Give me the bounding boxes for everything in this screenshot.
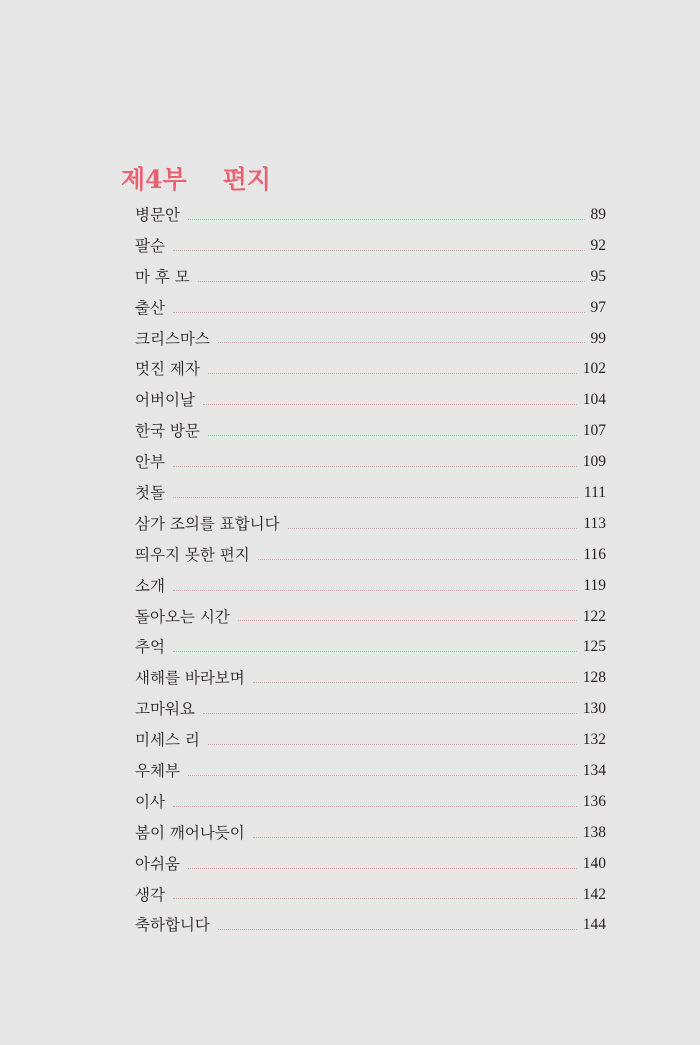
- toc-entry-title: 한국 방문: [135, 422, 200, 441]
- toc-entry-title: 생각: [135, 885, 165, 904]
- toc-entry-title: 고마워요: [135, 700, 195, 719]
- toc-entry: [135, 293, 606, 324]
- toc-entry-title: 축하합니다: [135, 916, 210, 935]
- toc-entry-page-number: 144: [582, 916, 606, 934]
- dot-leader: [173, 806, 577, 807]
- toc-entry-title: 돌아오는 시간: [135, 607, 230, 626]
- dot-leader: [218, 929, 577, 930]
- toc-entry-page-number: 102: [582, 360, 606, 378]
- toc-entry-page-number: 140: [582, 854, 606, 872]
- toc-entry-page-number: 116: [583, 545, 606, 563]
- part-heading: [121, 160, 271, 196]
- toc-entry-title: 안부: [135, 453, 165, 472]
- dot-leader: [258, 559, 578, 560]
- toc-entry-page-number: 109: [582, 453, 606, 471]
- dot-leader: [173, 466, 577, 467]
- toc-entry: [135, 571, 606, 602]
- toc-entry: [135, 447, 606, 478]
- toc-entry-title: 추억: [135, 638, 165, 657]
- toc-entry: [135, 416, 606, 447]
- toc-entry-title: 새해를 바라보며: [135, 669, 245, 688]
- toc-entry: [135, 787, 606, 818]
- toc-entry-page-number: 136: [582, 792, 606, 810]
- toc-entry: [135, 602, 606, 633]
- toc-entry-title: 마 후 모: [135, 267, 190, 286]
- toc-entry-title: 우체부: [135, 762, 180, 781]
- toc-entry-title: 출산: [135, 298, 165, 317]
- toc-entry: [135, 756, 606, 787]
- toc-entry-title: 크리스마스: [135, 329, 210, 348]
- toc-entry-page-number: 128: [582, 669, 606, 687]
- toc-entry-title: 봄이 깨어나듯이: [135, 823, 245, 842]
- toc-entry-title: 띄우지 못한 편지: [135, 545, 250, 564]
- toc-entry-page-number: 92: [590, 236, 606, 254]
- toc-entry-title: 소개: [135, 576, 165, 595]
- toc-entry-page-number: 134: [582, 762, 606, 780]
- dot-leader: [208, 435, 577, 436]
- dot-leader: [208, 373, 577, 374]
- toc-entry: [135, 910, 606, 941]
- toc-entry-title: 삼가 조의를 표합니다: [135, 514, 280, 533]
- toc-entry: [135, 849, 606, 880]
- toc-entry-page-number: 132: [582, 731, 606, 749]
- dot-leader: [203, 404, 577, 405]
- toc-entry: [135, 725, 606, 756]
- toc-entry: [135, 262, 606, 293]
- dot-leader: [288, 528, 578, 529]
- toc-entry-page-number: 125: [582, 638, 606, 656]
- toc-entry-title: 첫돌: [135, 484, 165, 502]
- dot-leader: [203, 713, 577, 714]
- toc-entry-page-number: 95: [590, 267, 606, 285]
- toc-entry: [135, 880, 606, 911]
- toc-entry-page-number: 113: [583, 514, 606, 532]
- toc-entry: [135, 385, 606, 416]
- toc-entry-page-number: 99: [590, 329, 606, 347]
- toc-entry: [135, 478, 606, 509]
- toc-entry: [135, 694, 606, 725]
- table-of-contents: [135, 200, 606, 941]
- dot-leader: [198, 281, 585, 282]
- dot-leader: [173, 312, 585, 313]
- toc-entry: [135, 663, 606, 694]
- dot-leader: [173, 651, 577, 652]
- dot-leader: [173, 497, 578, 498]
- dot-leader: [173, 590, 577, 591]
- toc-entry: [135, 818, 606, 849]
- dot-leader: [253, 837, 577, 838]
- toc-entry: [135, 354, 606, 385]
- toc-entry-title: 팔순: [135, 236, 165, 255]
- dot-leader: [188, 868, 577, 869]
- toc-entry: [135, 632, 606, 663]
- dot-leader: [208, 744, 577, 745]
- toc-entry: [135, 231, 606, 262]
- dot-leader: [253, 682, 577, 683]
- toc-entry-title: 이사: [135, 792, 165, 811]
- toc-entry-page-number: 142: [582, 885, 606, 903]
- dot-leader: [188, 219, 585, 220]
- toc-entry-title: 아쉬움: [135, 854, 180, 873]
- toc-entry: [135, 509, 606, 540]
- toc-entry: [135, 200, 606, 231]
- dot-leader: [188, 775, 577, 776]
- toc-entry: [135, 324, 606, 355]
- toc-entry-page-number: 107: [582, 422, 606, 440]
- toc-entry-page-number: 130: [582, 700, 606, 718]
- dot-leader: [238, 620, 577, 621]
- toc-entry-title: 미세스 리: [135, 731, 200, 750]
- part-title: 편지: [222, 165, 272, 194]
- toc-entry-page-number: 97: [590, 298, 606, 316]
- dot-leader: [218, 342, 585, 343]
- toc-entry-page-number: 119: [583, 576, 606, 594]
- toc-entry-page-number: 138: [582, 823, 606, 841]
- toc-entry-title: 멋진 제자: [135, 360, 200, 379]
- dot-leader: [173, 250, 585, 251]
- dot-leader: [173, 898, 577, 899]
- toc-entry-page-number: 111: [583, 484, 606, 501]
- toc-entry-title: 어버이날: [135, 391, 195, 410]
- toc-entry: [135, 540, 606, 571]
- toc-entry-page-number: 89: [590, 205, 606, 223]
- part-number: 제4부: [121, 165, 187, 194]
- toc-entry-title: 병문안: [135, 205, 180, 224]
- toc-entry-page-number: 122: [582, 607, 606, 625]
- toc-entry-page-number: 104: [582, 391, 606, 409]
